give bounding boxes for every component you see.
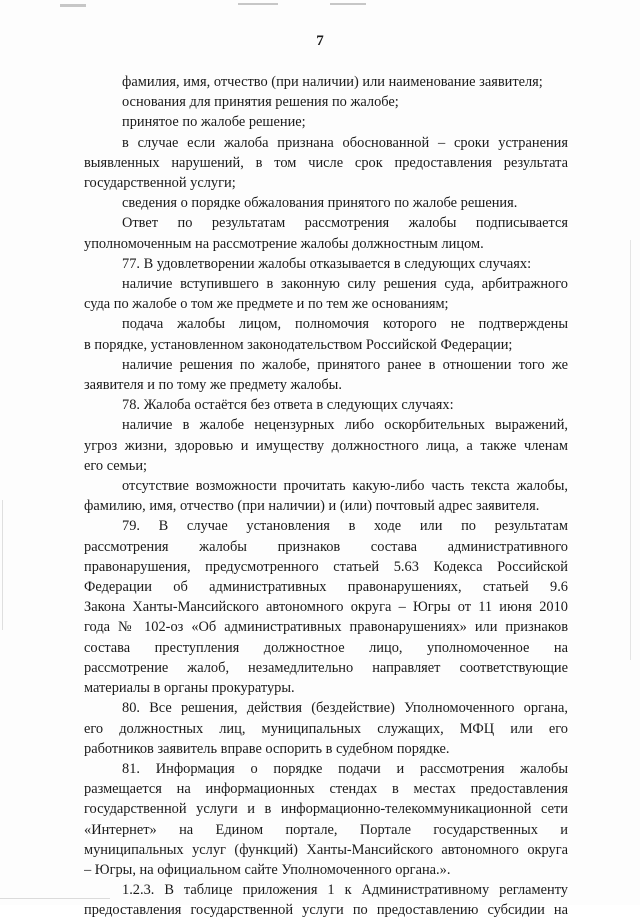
text-line: 78. Жалоба остаётся без ответа в следующих случаях: <box>122 397 454 414</box>
scan-artifact <box>238 3 278 5</box>
page-number: 7 <box>316 33 324 49</box>
text-line: основания для принятия решения по жалобе; <box>122 94 399 111</box>
text-line: государственной услуги и в информационно-телекоммуникационной сети <box>84 801 568 818</box>
text-line: работников заявитель вправе оспорить в судебном порядке. <box>84 740 450 757</box>
text-line: угроз жизни, здоровью и имуществу должностного лица, а также членам <box>84 437 568 454</box>
scan-artifact <box>330 3 366 5</box>
text-line: – Югры, на официальном сайте Уполномоченного органа.». <box>84 861 451 878</box>
text-line: принятое по жалобе решение; <box>122 114 306 131</box>
text-line: выявленных нарушений, в том числе срок предоставления результата <box>84 154 568 171</box>
text-line: наличие решения по жалобе, принятого ранее в отношении того же <box>122 356 568 373</box>
text-line: 79. В случае установления в ходе или по результатам <box>122 518 568 535</box>
text-line: 80. Все решения, действия (бездействие) Уполномоченного органа, <box>122 700 568 717</box>
text-line: «Интернет» на Едином портале, Портале государственных и <box>84 821 568 838</box>
text-line: материалы в органы прокуратуры. <box>84 680 295 697</box>
scan-artifact <box>60 4 86 7</box>
text-line: рассмотрения жалобы признаков состава административного <box>84 538 568 555</box>
text-line: фамилия, имя, отчество (при наличии) или наименование заявителя; <box>122 74 543 90</box>
text-line: 77. В удовлетворении жалобы отказывается в следующих случаях: <box>122 255 532 272</box>
text-line: Ответ по результатам рассмотрения жалобы подписывается <box>122 215 568 232</box>
text-line: наличие вступившего в законную силу решения суда, арбитражного <box>122 276 568 293</box>
text-line: уполномоченным на рассмотрение жалобы должностным лицом. <box>84 235 484 252</box>
text-line: в порядке, установленном законодательством Российской Федерации; <box>84 336 513 353</box>
text-line: заявителя и по тому же предмету жалобы. <box>84 377 342 394</box>
text-line: государственной услуги; <box>84 175 236 192</box>
text-line: суда по жалобе о том же предмете и по тем же основаниям; <box>84 296 449 313</box>
text-line: Федерации об административных правонарушениях, статьей 9.6 <box>84 579 568 596</box>
scan-artifact <box>2 500 3 630</box>
body-text <box>84 72 568 921</box>
text-line: 1.2.3. В таблице приложения 1 к Административному регламенту <box>122 882 568 899</box>
text-line: рассмотрение жалоб, незамедлительно направляет соответствующие <box>84 659 568 676</box>
text-line: отсутствие возможности прочитать какую-либо часть текста жалобы, <box>122 478 568 495</box>
text-line: правонарушения, предусмотренного статьей 5.63 Кодекса Российской <box>84 558 568 575</box>
text-line: муниципальных услуг (функций) Ханты-Мансийского автономного округа <box>84 841 568 858</box>
text-line: сведения о порядке обжалования принятого по жалобе решения. <box>122 195 518 212</box>
text-line: Закона Ханты-Мансийского автономного округа – Югры от 11 июня 2010 <box>84 599 568 616</box>
text-line: его семьи; <box>84 457 148 474</box>
text-line: 81. Информация о порядке подачи и рассмотрения жалобы <box>122 760 568 777</box>
text-line: фамилию, имя, отчество (при наличии) и (или) почтовый адрес заявителя. <box>84 498 540 515</box>
text-line: наличие в жалобе нецензурных либо оскорбительных выражений, <box>122 417 568 434</box>
text-line: предоставления государственной услуги по предоставлению субсидии на <box>84 902 568 919</box>
text-line: размещается на информационных стендах в местах предоставления <box>84 781 568 798</box>
text-line: года № 102-оз «Об административных правонарушениях» или признаков <box>84 619 568 636</box>
text-line: подача жалобы лицом, полномочия которого не подтверждены <box>122 316 568 333</box>
scan-artifact <box>630 240 631 660</box>
text-line: в случае если жалоба признана обоснованной – сроки устранения <box>122 134 568 151</box>
text-line: его должностных лиц, муниципальных служащих, МФЦ или его <box>84 720 568 737</box>
text-line: состава преступления должностное лицо, уполномоченное на <box>84 639 568 656</box>
